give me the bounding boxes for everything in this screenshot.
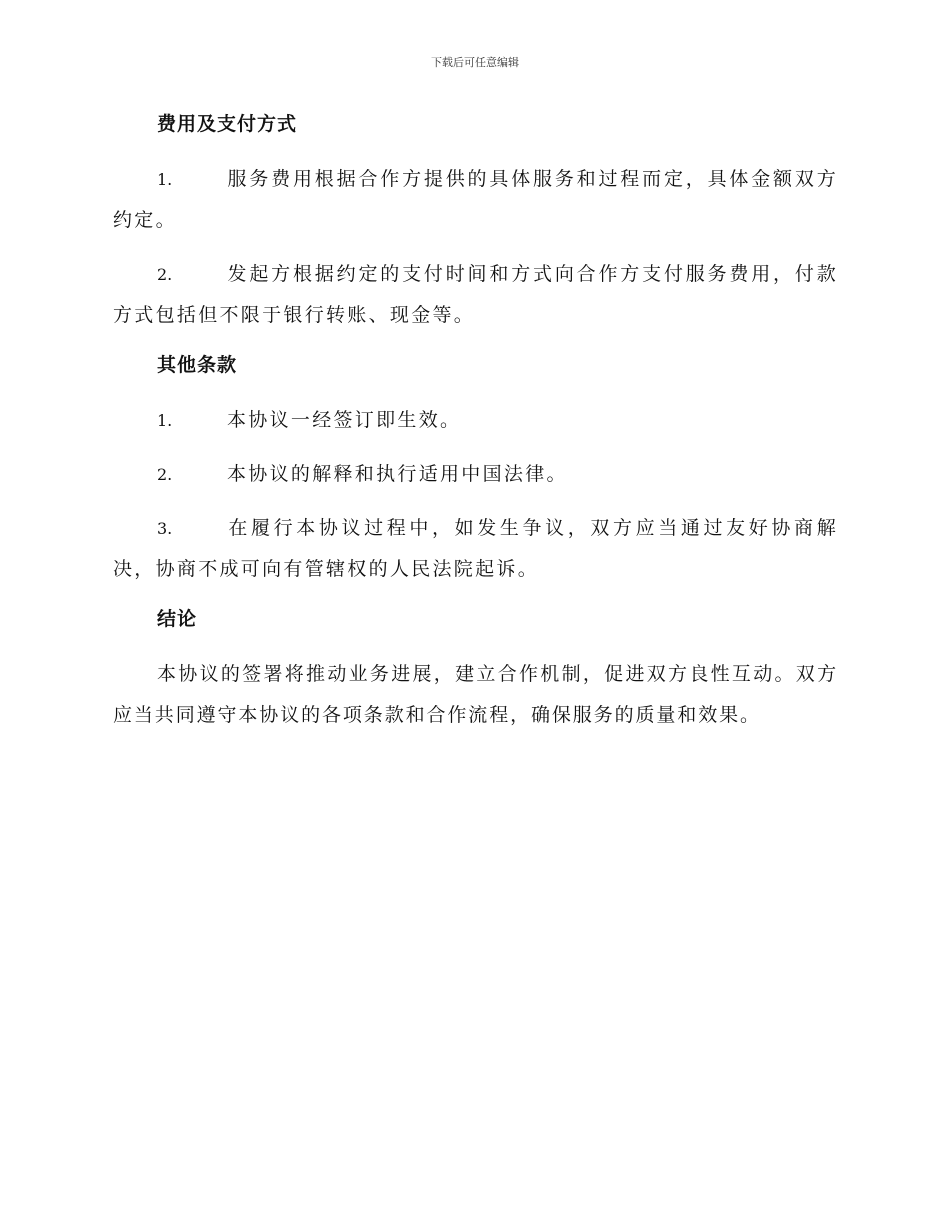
item-text: 本协议的解释和执行适用中国法律。 bbox=[227, 463, 568, 485]
list-item bbox=[113, 159, 838, 241]
item-number: 2. bbox=[157, 265, 173, 284]
section-heading-other-terms: 其他条款 bbox=[157, 354, 238, 376]
item-number: 1. bbox=[157, 170, 173, 189]
section-heading-fees: 费用及支付方式 bbox=[157, 113, 298, 135]
list-item bbox=[113, 508, 838, 590]
item-number: 2. bbox=[157, 465, 173, 484]
item-text: 服务费用根据合作方提供的具体服务和过程而定，具体金额双方约定。 bbox=[113, 168, 838, 231]
conclusion-paragraph: 本协议的签署将推动业务进展，建立合作机制，促进双方良性互动。双方应当共同遵守本协议的各项条款和合作流程，确保服务的质量和效果。 bbox=[113, 663, 838, 726]
item-number: 1. bbox=[157, 411, 173, 430]
page-header: 下载后可任意编辑 bbox=[431, 56, 519, 69]
list-item bbox=[113, 454, 838, 495]
item-text: 在履行本协议过程中，如发生争议，双方应当通过友好协商解决，协商不成可向有管辖权的人民法院起诉。 bbox=[113, 517, 838, 580]
section-heading-conclusion: 结论 bbox=[157, 608, 198, 630]
list-item bbox=[113, 400, 838, 441]
document-body bbox=[113, 108, 838, 736]
list-item bbox=[113, 254, 838, 336]
item-number: 3. bbox=[157, 519, 173, 538]
item-text: 本协议一经签订即生效。 bbox=[227, 409, 462, 431]
item-text: 发起方根据约定的支付时间和方式向合作方支付服务费用，付款方式包括但不限于银行转账、现金等。 bbox=[113, 263, 838, 326]
